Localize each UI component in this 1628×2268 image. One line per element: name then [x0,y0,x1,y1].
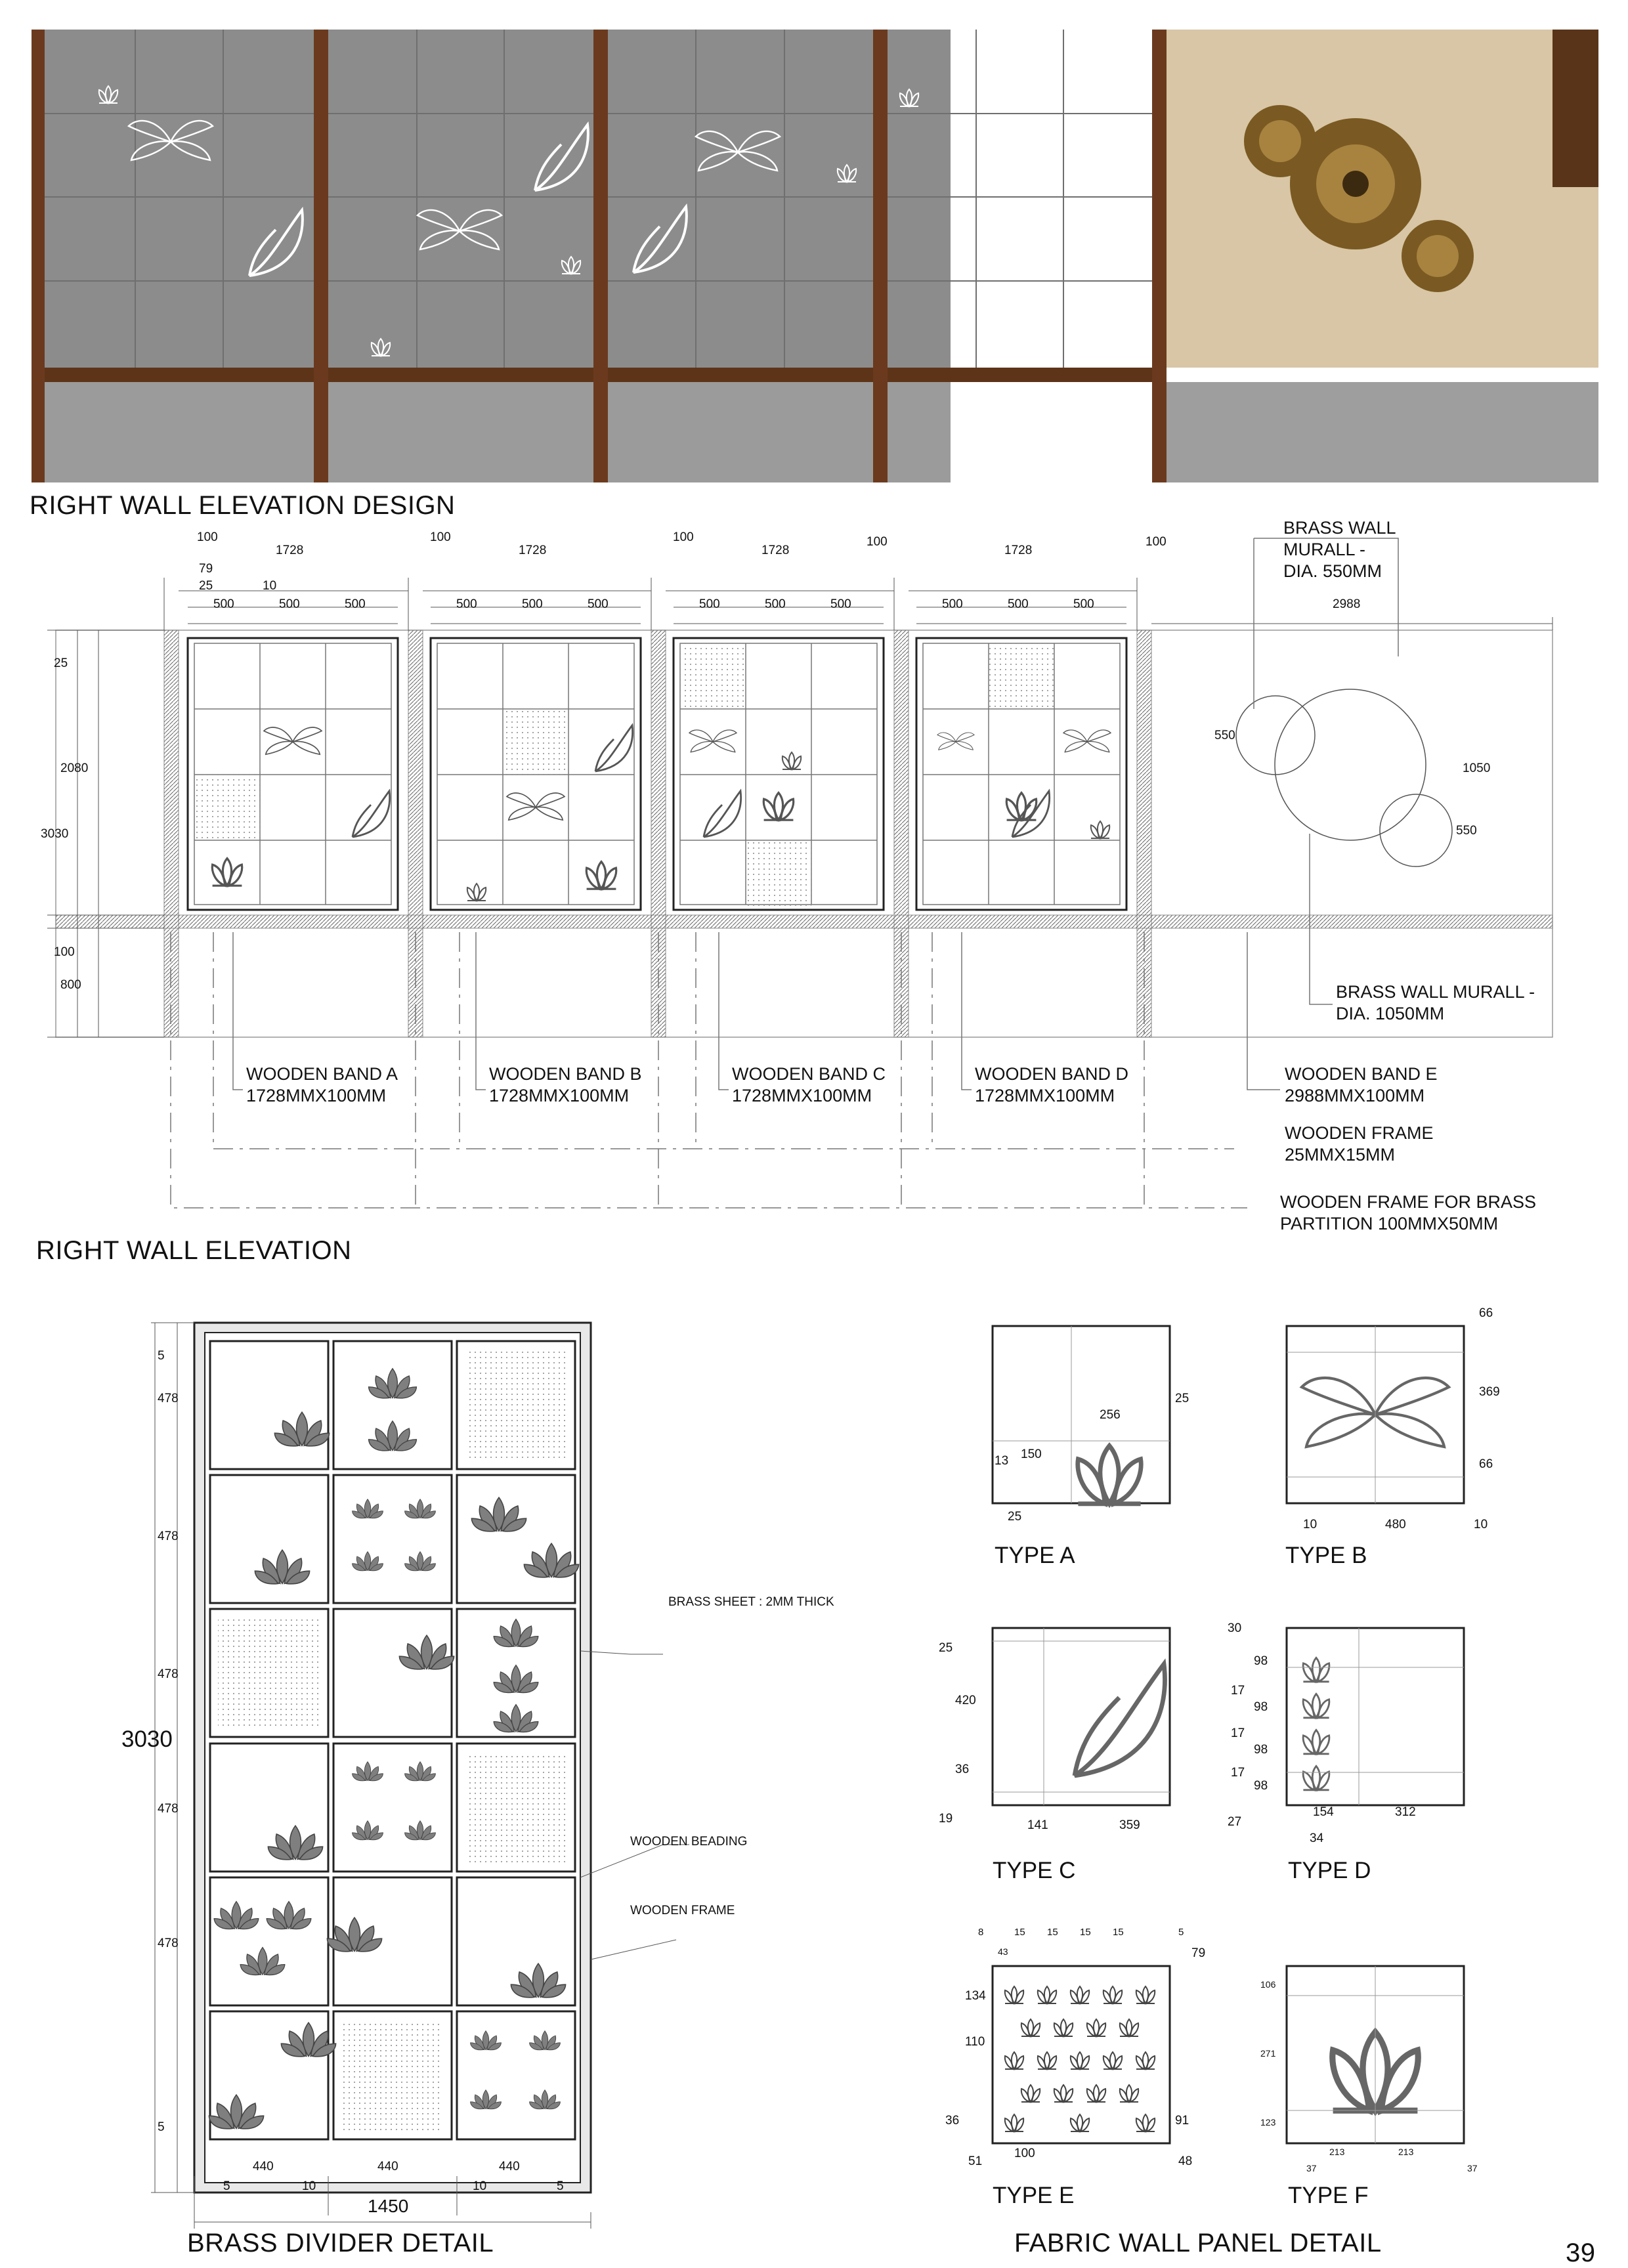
divider-gap: 10 [302,2179,316,2193]
note-mural-small: BRASS WALL MURALL - DIA. 550MM [1283,518,1396,581]
type-f-dim: 123 [1260,2117,1276,2128]
type-d-dim: 34 [1310,1831,1324,1845]
dim-gap-10: 10 [263,579,277,593]
divider-drawing [151,1323,689,2229]
type-b-label: TYPE B [1285,1543,1367,1568]
note-wooden-frame-divider: WOODEN FRAME [630,1904,735,1917]
type-f-dim: 271 [1260,2048,1276,2059]
type-d-dim: 98 [1254,1700,1268,1714]
type-b-dim: 10 [1474,1518,1488,1531]
type-e-dim: 51 [968,2154,983,2168]
dim-mural-550: 550 [1456,824,1477,838]
type-a-dim: 25 [1008,1510,1022,1524]
type-c-dim: 36 [955,1763,970,1776]
dim-panel-w: 1728 [1004,544,1033,557]
type-e-dim: 15 [1047,1927,1058,1938]
note-band-c: WOODEN BAND C 1728MMX100MM [732,1064,886,1105]
dim-cell-500: 500 [830,597,851,611]
type-f-dim: 37 [1306,2163,1317,2173]
divider-edge: 5 [158,1349,165,1363]
note-frame-brass: WOODEN FRAME FOR BRASS PARTITION 100MMX50MM [1280,1192,1537,1233]
type-c-dim: 25 [939,1641,953,1655]
type-b-dim: 66 [1479,1306,1493,1320]
type-a-dim: 150 [1021,1447,1042,1461]
divider-col: 440 [499,2160,520,2173]
type-f-dim: 106 [1260,1979,1276,1990]
type-c-dim: 141 [1027,1818,1048,1832]
divider-width: 1450 [368,2196,409,2216]
dim-mural-1050: 1050 [1463,761,1491,775]
dim-mural-w: 2988 [1333,597,1361,611]
divider-row: 478 [158,1530,179,1543]
type-d-dim: 17 [1231,1684,1245,1698]
type-e-dim: 100 [1014,2147,1035,2160]
divider-edge: 5 [158,2120,165,2134]
dim-top-100: 100 [1146,535,1167,549]
elevation-title: RIGHT WALL ELEVATION [36,1236,352,1265]
elevation-drawing [47,538,1553,1208]
design-title: RIGHT WALL ELEVATION DESIGN [30,491,456,520]
dim-left-100: 100 [54,945,75,959]
type-d-dim: 154 [1313,1805,1334,1819]
dim-mural-550: 550 [1214,729,1235,742]
type-b-dim: 10 [1303,1518,1317,1531]
dim-top-100: 100 [673,530,694,544]
type-e-dim: 48 [1178,2154,1193,2168]
dim-cell-500: 500 [699,597,720,611]
note-band-e: WOODEN BAND E 2988MMX100MM [1285,1064,1438,1105]
note-band-b: WOODEN BAND B 1728MMX100MM [489,1064,642,1105]
type-f-label: TYPE F [1288,2183,1369,2208]
dim-cell-500: 500 [456,597,477,611]
type-f-dim: 213 [1329,2147,1345,2157]
dim-left-800: 800 [60,978,81,992]
type-a-dim: 256 [1100,1408,1121,1422]
type-f-dim: 37 [1467,2163,1478,2173]
type-e-label: TYPE E [993,2183,1075,2208]
type-e-dim: 15 [1080,1927,1091,1938]
dim-cell-500: 500 [942,597,963,611]
dim-edge-25: 25 [199,579,213,593]
divider-title: BRASS DIVIDER DETAIL [187,2229,494,2257]
type-e-dim: 79 [1191,1946,1206,1960]
type-b-dim: 369 [1479,1385,1500,1399]
divider-row: 478 [158,1392,179,1405]
type-a-dim: 25 [1175,1392,1189,1405]
divider-col: 440 [253,2160,274,2173]
divider-edge: 5 [557,2179,564,2193]
type-e-dim: 5 [1178,1927,1184,1938]
dim-cell-500: 500 [279,597,300,611]
note-wooden-beading: WOODEN BEADING [630,1835,748,1849]
dim-panel-w: 1728 [519,544,547,557]
divider-row: 478 [158,1936,179,1950]
dim-left-2080: 2080 [60,761,89,775]
type-d-dim: 30 [1228,1621,1242,1635]
type-d-dim: 98 [1254,1654,1268,1668]
dim-cell-500: 500 [588,597,609,611]
dim-cell-500: 500 [213,597,234,611]
type-d-label: TYPE D [1288,1858,1371,1883]
dim-edge-79: 79 [199,562,213,576]
type-e-dim: 15 [1113,1927,1124,1938]
dim-cell-500: 500 [1073,597,1094,611]
dim-left-3030: 3030 [41,827,69,841]
type-c-dim: 420 [955,1694,976,1707]
page-number: 39 [1566,2238,1596,2267]
type-c-label: TYPE C [993,1858,1076,1883]
type-d-dim: 312 [1395,1805,1416,1819]
type-e-dim: 134 [965,1989,986,2003]
type-d-dim: 17 [1231,1726,1245,1740]
note-brass-sheet: BRASS SHEET : 2MM THICK [668,1595,834,1609]
type-a-dim: 13 [995,1454,1009,1468]
divider-edge: 5 [223,2179,230,2193]
divider-gap: 10 [473,2179,487,2193]
render-elevation [32,30,1598,482]
divider-height: 3030 [121,1726,173,1752]
note-mural-large: BRASS WALL MURALL - DIA. 1050MM [1336,982,1535,1023]
type-e-dim: 8 [978,1927,984,1938]
type-a-label: TYPE A [995,1543,1075,1568]
type-d-dim: 27 [1228,1815,1242,1829]
type-f-dim: 213 [1398,2147,1414,2157]
dim-panel-w: 1728 [276,544,304,557]
dim-top-100: 100 [430,530,451,544]
type-e-dim: 36 [945,2114,960,2128]
divider-row: 478 [158,1667,179,1681]
dim-cell-500: 500 [522,597,543,611]
dim-left-25: 25 [54,656,68,670]
type-c-dim: 359 [1119,1818,1140,1832]
type-d-dim: 98 [1254,1779,1268,1793]
dim-cell-500: 500 [1008,597,1029,611]
type-b-dim: 480 [1385,1518,1406,1531]
note-band-d: WOODEN BAND D 1728MMX100MM [975,1064,1129,1105]
dim-cell-500: 500 [345,597,366,611]
dim-panel-w: 1728 [761,544,790,557]
divider-col: 440 [377,2160,398,2173]
type-e-dim: 91 [1175,2114,1189,2128]
dim-top-100: 100 [867,535,888,549]
fabric-title: FABRIC WALL PANEL DETAIL [1014,2229,1382,2257]
type-e-dim: 43 [998,1946,1008,1957]
dim-cell-500: 500 [765,597,786,611]
note-band-a: WOODEN BAND A 1728MMX100MM [246,1064,398,1105]
type-e-dim: 110 [965,2035,985,2049]
type-d-dim: 98 [1254,1743,1268,1757]
type-c-dim: 19 [939,1812,953,1826]
fabric-panels [993,1326,1464,2143]
divider-row: 478 [158,1802,179,1816]
type-b-dim: 66 [1479,1457,1493,1471]
type-e-dim: 15 [1014,1927,1025,1938]
note-wooden-frame: WOODEN FRAME 25MMX15MM [1285,1123,1434,1165]
type-d-dim: 17 [1231,1766,1245,1780]
dim-top-100: 100 [197,530,218,544]
